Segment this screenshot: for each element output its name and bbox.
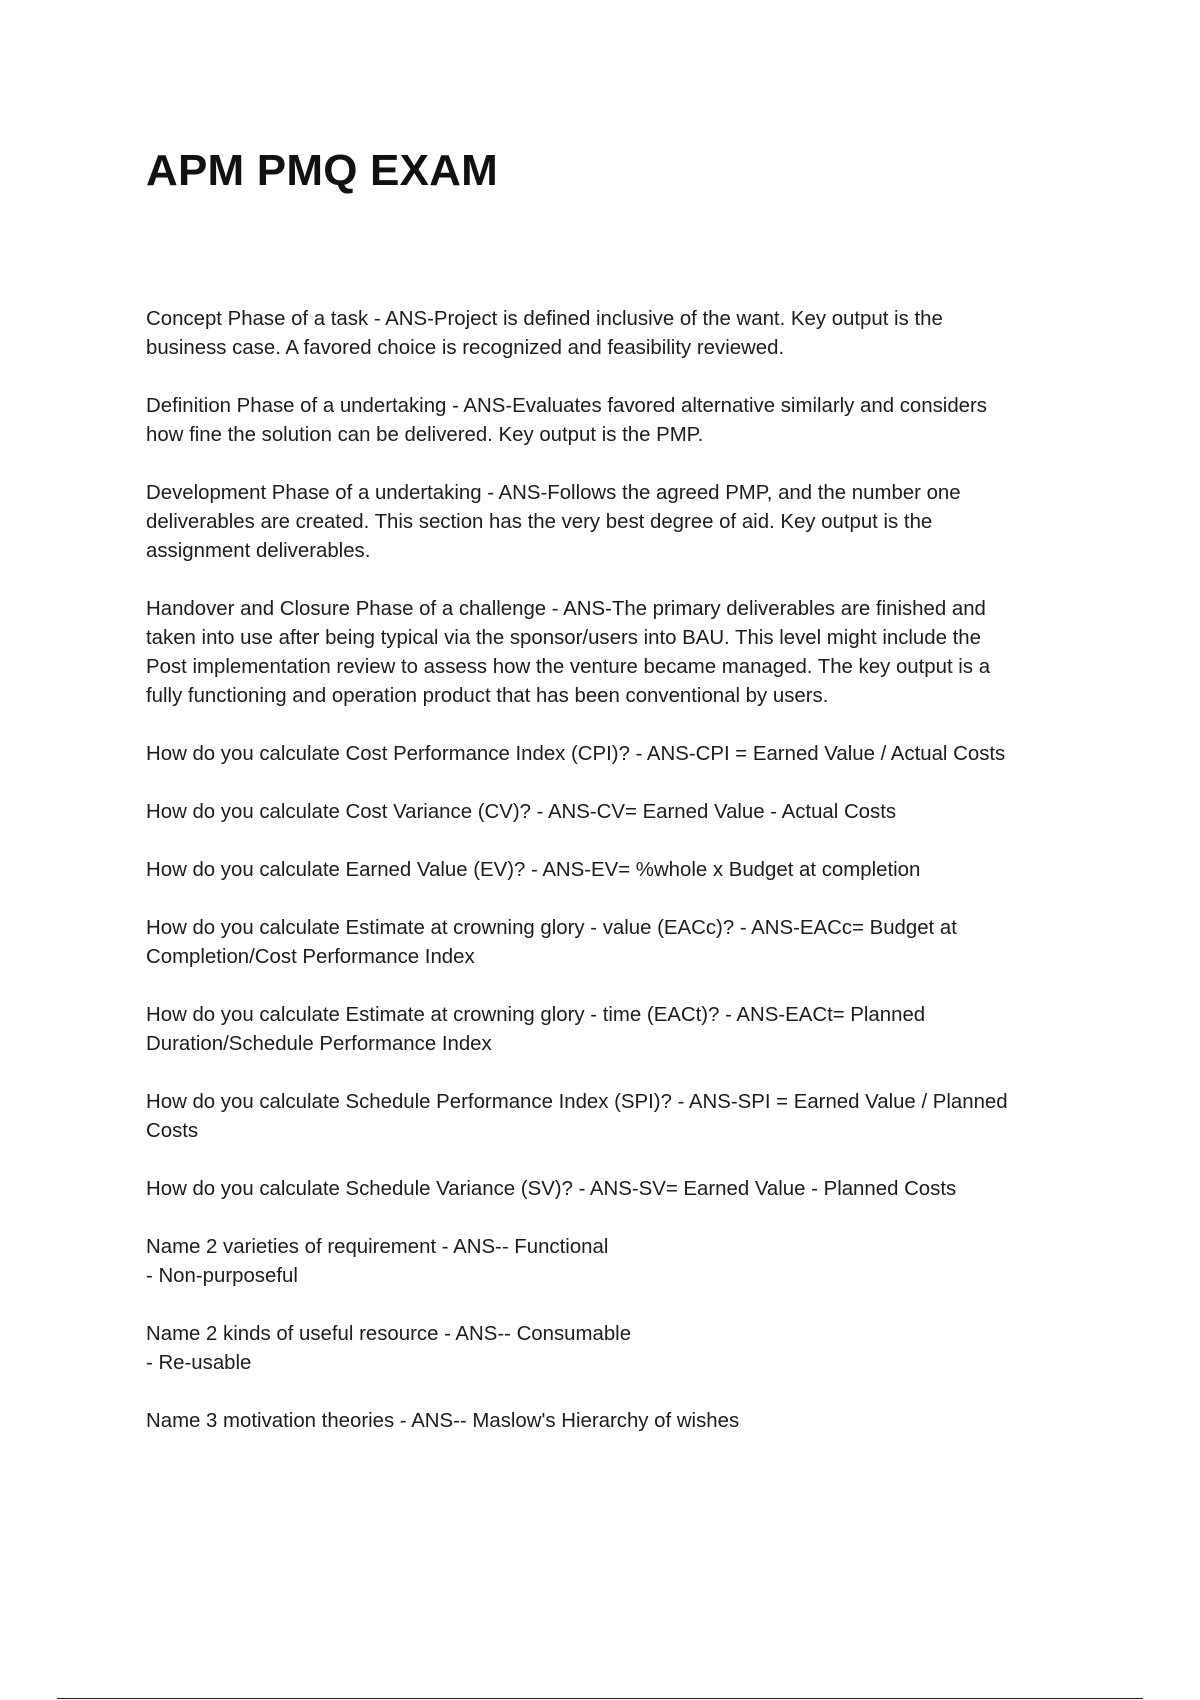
qa-entry-eacc — [146, 914, 1096, 972]
qa-line: how fine the solution can be delivered. Key output is the PMP. — [146, 424, 704, 446]
qa-line: Name 3 motivation theories - ANS-- Maslow's Hierarchy of wishes — [146, 1410, 740, 1432]
qa-entry-motivation-theories — [146, 1407, 1096, 1436]
qa-line: Concept Phase of a task - ANS-Project is defined inclusive of the want. Key output is the — [146, 308, 943, 330]
qa-line: Name 2 kinds of useful resource - ANS-- Consumable — [146, 1323, 632, 1345]
qa-list — [146, 305, 1096, 1465]
qa-line: business case. A favored choice is recognized and feasibility reviewed. — [146, 337, 785, 359]
qa-line: How do you calculate Estimate at crowning glory - value (EACc)? - ANS-EACc= Budget at — [146, 917, 957, 939]
qa-entry-spi — [146, 1088, 1096, 1146]
qa-entry-cpi — [146, 740, 1096, 769]
qa-line: How do you calculate Schedule Variance (SV)? - ANS-SV= Earned Value - Planned Costs — [146, 1178, 957, 1200]
qa-line: Completion/Cost Performance Index — [146, 946, 475, 968]
qa-line: fully functioning and operation product that has been conventional by users. — [146, 685, 829, 707]
qa-entry-definition-phase — [146, 392, 1096, 450]
qa-line: How do you calculate Cost Variance (CV)? - ANS-CV= Earned Value - Actual Costs — [146, 801, 897, 823]
qa-line: Definition Phase of a undertaking - ANS-Evaluates favored alternative similarly and considers — [146, 395, 987, 417]
qa-entry-requirement-types — [146, 1233, 1096, 1291]
qa-line: - Re-usable — [146, 1352, 252, 1374]
qa-entry-concept-phase — [146, 305, 1096, 363]
qa-line: Duration/Schedule Performance Index — [146, 1033, 492, 1055]
qa-line: Name 2 varieties of requirement - ANS-- Functional — [146, 1236, 609, 1258]
qa-entry-resource-types — [146, 1320, 1096, 1378]
qa-line: How do you calculate Schedule Performance Index (SPI)? - ANS-SPI = Earned Value / Planned — [146, 1091, 1008, 1113]
qa-entry-eact — [146, 1001, 1096, 1059]
qa-line: Costs — [146, 1120, 199, 1142]
qa-entry-sv — [146, 1175, 1096, 1204]
qa-entry-development-phase — [146, 479, 1096, 566]
footer-divider — [57, 1698, 1143, 1699]
page-title: APM PMQ EXAM — [146, 146, 498, 195]
qa-line: Handover and Closure Phase of a challenge - ANS-The primary deliverables are finished and — [146, 598, 986, 620]
qa-line: Development Phase of a undertaking - ANS-Follows the agreed PMP, and the number one — [146, 482, 961, 504]
qa-line: How do you calculate Estimate at crowning glory - time (EACt)? - ANS-EACt= Planned — [146, 1004, 926, 1026]
qa-line: How do you calculate Earned Value (EV)? - ANS-EV= %whole x Budget at completion — [146, 859, 921, 881]
qa-entry-ev — [146, 856, 1096, 885]
qa-line: deliverables are created. This section has the very best degree of aid. Key output is the — [146, 511, 933, 533]
qa-line: - Non-purposeful — [146, 1265, 298, 1287]
qa-entry-handover-closure-phase — [146, 595, 1096, 711]
qa-line: assignment deliverables. — [146, 540, 371, 562]
qa-entry-cv — [146, 798, 1096, 827]
qa-line: Post implementation review to assess how the venture became managed. The key output is a — [146, 656, 991, 678]
qa-line: taken into use after being typical via the sponsor/users into BAU. This level might include the — [146, 627, 981, 649]
qa-line: How do you calculate Cost Performance Index (CPI)? - ANS-CPI = Earned Value / Actual Costs — [146, 743, 1006, 765]
